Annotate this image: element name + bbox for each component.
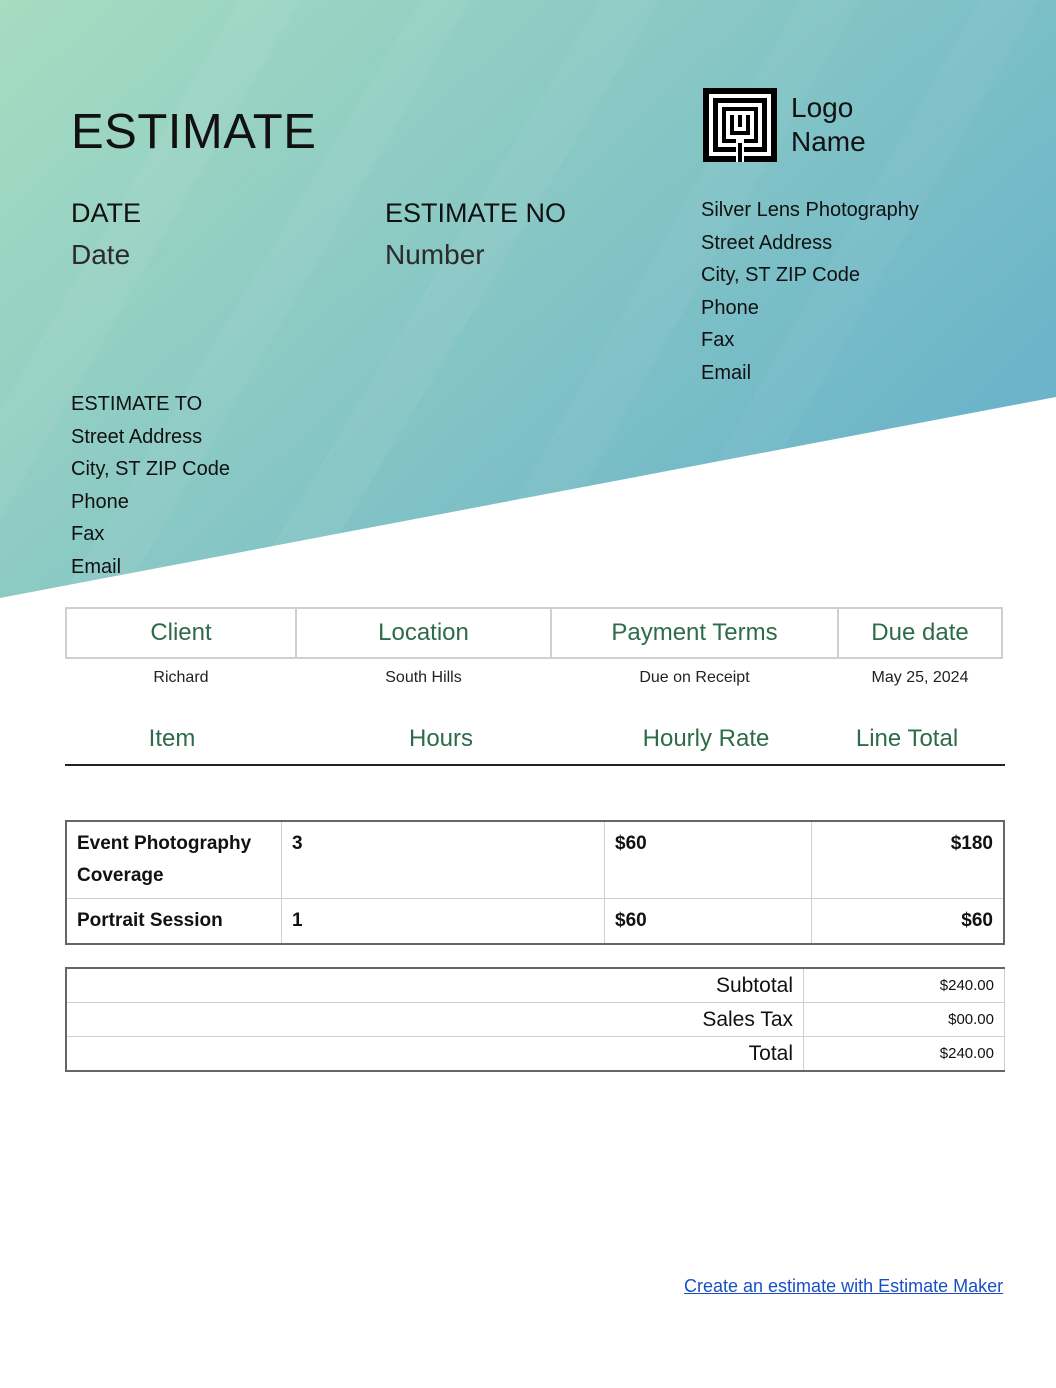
estimate-to-street: Street Address xyxy=(71,425,203,448)
location-value: South Hills xyxy=(385,669,462,686)
item-cell: Portrait Session xyxy=(66,899,282,945)
item-cell: Event Photography Coverage xyxy=(66,821,282,899)
estimate-to-fax: Fax xyxy=(71,523,105,545)
line-items-table xyxy=(65,820,1005,945)
line-total-header: Line Total xyxy=(855,725,959,752)
hours-cell: 3 xyxy=(282,821,605,899)
company-address-block xyxy=(701,194,919,389)
due-date-value: May 25, 2024 xyxy=(871,669,969,686)
company-name: Silver Lens Photography xyxy=(701,199,919,221)
line-total-cell: $180 xyxy=(812,821,1005,899)
subtotal-label: Subtotal xyxy=(66,968,804,1003)
company-email: Email xyxy=(701,361,752,384)
due-date-header: Due date xyxy=(838,608,1002,658)
client-value: Richard xyxy=(153,669,209,686)
hours-header: Hours xyxy=(408,725,474,752)
rate-cell: $60 xyxy=(605,899,812,945)
client-header: Client xyxy=(66,608,296,658)
sales-tax-row xyxy=(66,1003,1005,1037)
estimate-info-table xyxy=(65,607,1003,696)
maze-logo-icon xyxy=(703,88,777,162)
line-total-cell: $60 xyxy=(812,899,1005,945)
sales-tax-label: Sales Tax xyxy=(66,1003,804,1037)
item-header: Item xyxy=(148,725,196,752)
subtotal-row xyxy=(66,968,1005,1003)
total-label: Total xyxy=(66,1037,804,1072)
company-city: City, ST ZIP Code xyxy=(701,264,860,286)
payment-terms-value: Due on Receipt xyxy=(639,669,750,686)
table-row xyxy=(66,821,1004,899)
payment-terms-header: Payment Terms xyxy=(551,608,838,658)
rate-cell: $60 xyxy=(605,821,812,899)
estimate-to-phone: Phone xyxy=(71,490,129,513)
total-row xyxy=(66,1037,1005,1072)
sales-tax-value: $00.00 xyxy=(804,1003,1005,1037)
date-value: Date xyxy=(71,239,131,270)
estimate-to-email: Email xyxy=(71,555,122,578)
estimate-to-block xyxy=(71,388,230,583)
estimate-no-value: Number xyxy=(385,239,485,270)
table-row xyxy=(66,899,1004,945)
date-label: DATE xyxy=(71,198,142,228)
subtotal-value: $240.00 xyxy=(804,968,1005,1003)
page-title: ESTIMATE xyxy=(71,105,317,159)
company-logo xyxy=(703,88,866,162)
location-header: Location xyxy=(296,608,551,658)
estimate-maker-link[interactable]: Create an estimate with Estimate Maker xyxy=(684,1276,1004,1296)
totals-table xyxy=(65,967,1005,1072)
hourly-rate-header: Hourly Rate xyxy=(642,725,770,752)
hours-cell: 1 xyxy=(282,899,605,945)
estimate-no-label: ESTIMATE NO xyxy=(385,198,567,228)
estimate-to-label: ESTIMATE TO xyxy=(71,393,203,415)
company-street: Street Address xyxy=(701,231,833,254)
total-value: $240.00 xyxy=(804,1037,1005,1072)
company-fax: Fax xyxy=(701,329,735,351)
items-header-row xyxy=(65,720,1005,766)
logo-line-1: Logo xyxy=(791,92,854,123)
estimate-to-city: City, ST ZIP Code xyxy=(71,458,230,480)
company-phone: Phone xyxy=(701,296,759,319)
logo-line-2: Name xyxy=(791,126,866,157)
